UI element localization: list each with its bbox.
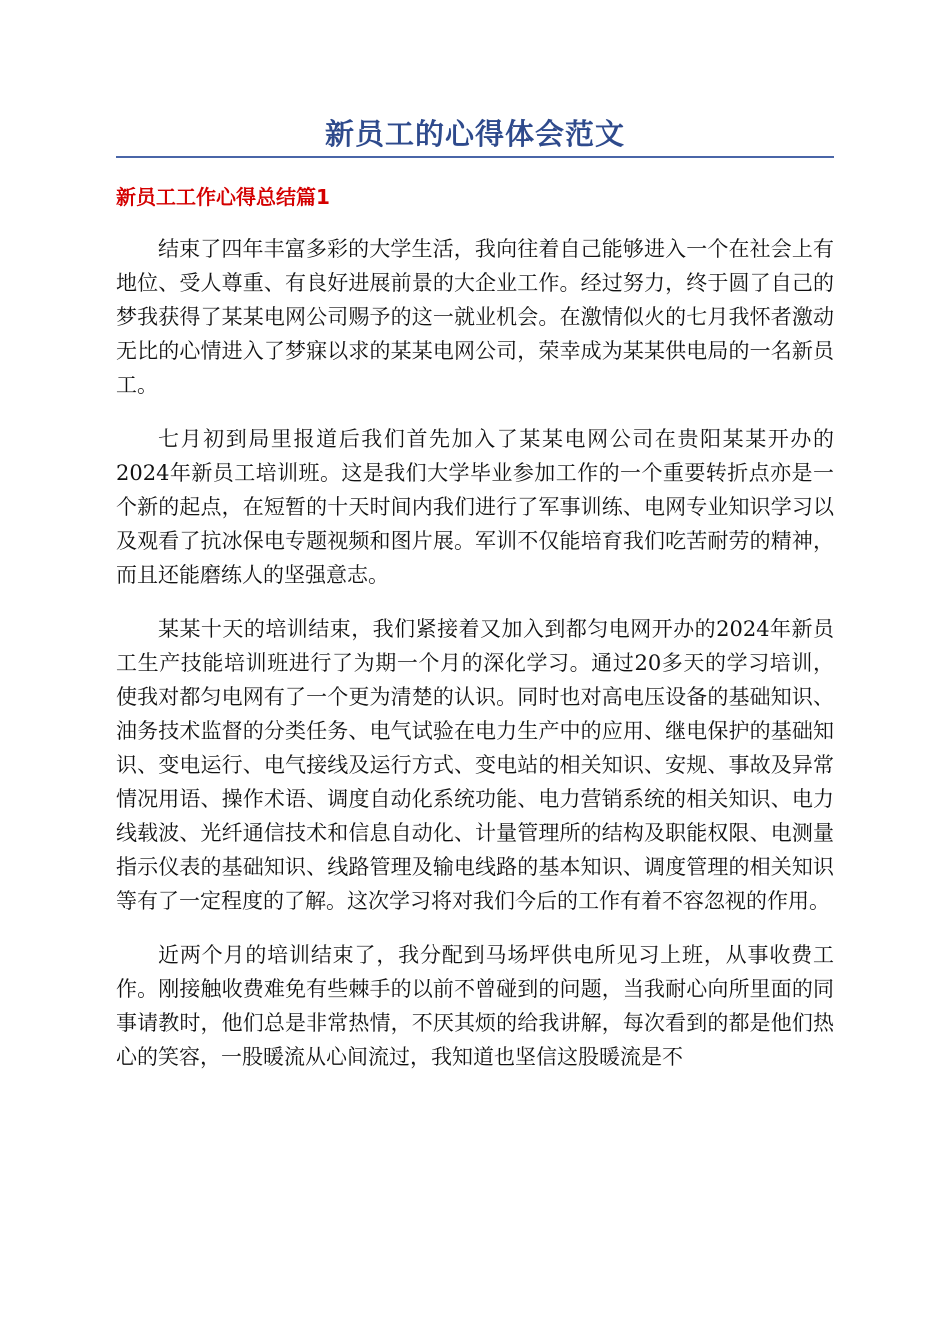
- paragraph-4: 近两个月的培训结束了，我分配到马场坪供电所见习上班，从事收费工作。刚接触收费难免有些棘手的以前不曾碰到的问题，当我耐心向所里面的同事请教时，他们总是非常热情，不厌其烦的给我讲解，每次看到的都是他们热心的笑容，一股暖流从心间流过，我知道也坚信这股暖流是不: [116, 943, 834, 1069]
- document-page: [116, 0, 834, 1074]
- title-underline: [116, 156, 834, 158]
- section-heading: 新员工工作心得总结篇1: [116, 185, 330, 209]
- paragraph-3: 某某十天的培训结束，我们紧接着又加入到都匀电网开办的2024年新员工生产技能培训班进行了为期一个月的深化学习。通过20多天的学习培训，使我对都匀电网有了一个更为清楚的认识。同时也对高电压设备的基础知识、油务技术监督的分类任务、电气试验在电力生产中的应用、继电保护的基础知识、变电运行、电气接线及运行方式、变电站的相关知识、安规、事故及异常情况用语、操作术语、调度自动化系统功能、电力营销系统的相关知识、电力线载波、光纤通信技术和信息自动化、计量管理所的结构及职能权限、电测量指示仪表的基础知识、线路管理及输电线路的基本知识、调度管理的相关知识等有了一定程度的了解。这次学习将对我们今后的工作有着不容忽视的作用。: [116, 617, 834, 913]
- paragraph-1: 结束了四年丰富多彩的大学生活，我向往着自己能够进入一个在社会上有地位、受人尊重、有良好进展前景的大企业工作。经过努力，终于圆了自己的梦我获得了某某电网公司赐予的这一就业机会。在激情似火的七月我怀者激动无比的心情进入了梦寐以求的某某电网公司，荣幸成为某某供电局的一名新员工。: [116, 237, 834, 397]
- paragraph-2: 七月初到局里报道后我们首先加入了某某电网公司在贵阳某某开办的2024年新员工培训班。这是我们大学毕业参加工作的一个重要转折点亦是一个新的起点，在短暂的十天时间内我们进行了军事训练、电网专业知识学习以及观看了抗冰保电专题视频和图片展。军训不仅能培育我们吃苦耐劳的精神，而且还能磨练人的坚强意志。: [116, 427, 834, 587]
- document-title: 新员工的心得体会范文: [324, 117, 625, 151]
